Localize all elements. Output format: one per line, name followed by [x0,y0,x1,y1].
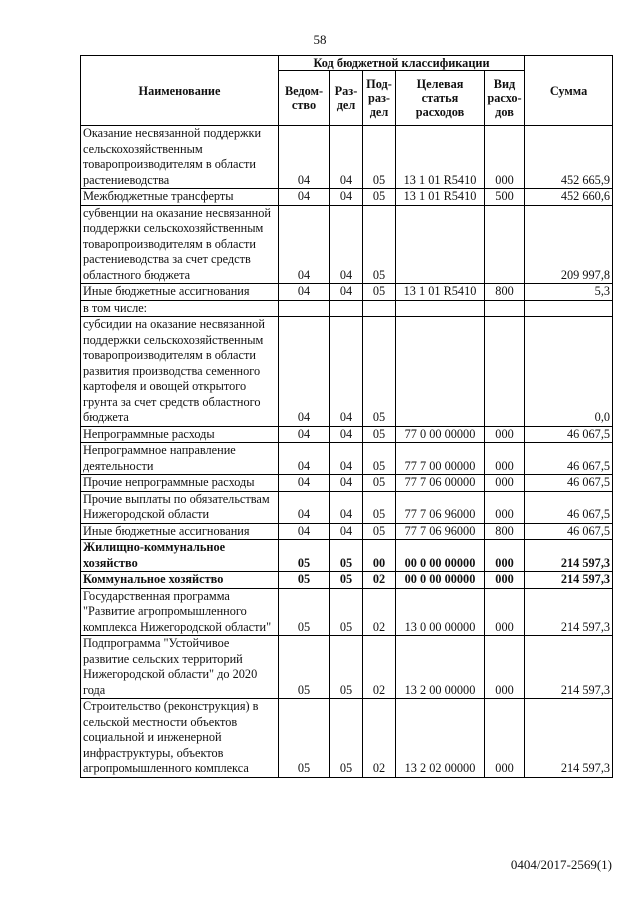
row-vr: 000 [485,426,525,443]
row-vedomstvo: 05 [279,588,330,636]
budget-table [80,55,613,778]
column-header-csr: Целевая статья расходов [396,71,485,126]
page-number: 58 [313,32,327,47]
row-vr [485,205,525,284]
row-vedomstvo: 04 [279,523,330,540]
row-podrazdel [363,300,396,317]
row-name: Коммунальное хозяйство [81,572,279,589]
row-podrazdel: 05 [363,205,396,284]
row-vr [485,300,525,317]
row-vr: 000 [485,636,525,699]
row-razdel: 04 [330,317,363,427]
row-sum: 452 660,6 [525,189,613,206]
table-row [81,588,613,636]
row-vedomstvo: 04 [279,205,330,284]
row-csr: 13 2 02 00000 [396,699,485,778]
column-header-sum: Сумма [525,56,613,126]
document-code: 0404/2017-2569(1) [510,857,612,872]
row-name: Межбюджетные трансферты [81,189,279,206]
row-vr: 800 [485,523,525,540]
row-sum: 214 597,3 [525,636,613,699]
row-name: Строительство (реконструкция) в сельской местности объектов социальной и инженерной инфраструктуры, объектов агропромышленного комплекса [81,699,279,778]
row-podrazdel: 05 [363,317,396,427]
row-razdel: 04 [330,443,363,475]
row-csr: 77 7 06 96000 [396,491,485,523]
row-razdel: 05 [330,699,363,778]
row-sum: 46 067,5 [525,475,613,492]
row-vr: 000 [485,475,525,492]
row-razdel: 05 [330,540,363,572]
row-vr: 000 [485,443,525,475]
row-csr [396,205,485,284]
row-sum: 5,3 [525,284,613,301]
row-vedomstvo: 04 [279,317,330,427]
row-name: Оказание несвязанной поддержки сельскохозяйственным товаропроизводителям в области растениеводства [81,126,279,189]
row-sum: 214 597,3 [525,699,613,778]
row-name: Жилищно-коммунальное хозяйство [81,540,279,572]
row-podrazdel: 05 [363,189,396,206]
column-header-razdel: Раз-дел [330,71,363,126]
row-razdel: 04 [330,189,363,206]
row-csr: 00 0 00 00000 [396,572,485,589]
table-row [81,491,613,523]
row-podrazdel: 02 [363,588,396,636]
row-razdel: 05 [330,588,363,636]
row-podrazdel: 05 [363,443,396,475]
row-vr: 000 [485,540,525,572]
row-vedomstvo: 05 [279,572,330,589]
row-podrazdel: 05 [363,284,396,301]
row-name: Иные бюджетные ассигнования [81,284,279,301]
row-sum: 214 597,3 [525,540,613,572]
row-vr: 000 [485,126,525,189]
table-row [81,540,613,572]
row-podrazdel: 05 [363,426,396,443]
row-vedomstvo: 04 [279,443,330,475]
row-csr: 77 7 06 96000 [396,523,485,540]
row-podrazdel: 05 [363,523,396,540]
row-name: Иные бюджетные ассигнования [81,523,279,540]
table-row [81,475,613,492]
row-csr: 13 1 01 R5410 [396,284,485,301]
row-vedomstvo [279,300,330,317]
row-sum: 46 067,5 [525,491,613,523]
row-razdel: 05 [330,572,363,589]
table-row [81,636,613,699]
row-vr: 800 [485,284,525,301]
row-vr: 500 [485,189,525,206]
row-name: Непрограммные расходы [81,426,279,443]
row-name: в том числе: [81,300,279,317]
row-name: Прочие непрограммные расходы [81,475,279,492]
row-sum: 214 597,3 [525,588,613,636]
row-sum: 46 067,5 [525,443,613,475]
column-header-podrazdel: Под-раз-дел [363,71,396,126]
row-razdel: 05 [330,636,363,699]
row-name: Государственная программа "Развитие агропромышленного комплекса Нижегородской области" [81,588,279,636]
row-sum [525,300,613,317]
row-podrazdel: 05 [363,126,396,189]
row-csr: 13 1 01 R5410 [396,126,485,189]
row-podrazdel: 05 [363,475,396,492]
row-vedomstvo: 04 [279,126,330,189]
row-sum: 209 997,8 [525,205,613,284]
row-csr: 77 0 00 00000 [396,426,485,443]
row-vr: 000 [485,699,525,778]
row-razdel: 04 [330,126,363,189]
table-row [81,300,613,317]
table-row [81,523,613,540]
row-csr: 77 7 00 00000 [396,443,485,475]
table-row [81,572,613,589]
table-row [81,189,613,206]
row-name: Прочие выплаты по обязательствам Нижегородской области [81,491,279,523]
row-vr [485,317,525,427]
row-podrazdel: 02 [363,636,396,699]
row-name: Непрограммное направление деятельности [81,443,279,475]
row-podrazdel: 00 [363,540,396,572]
row-razdel: 04 [330,205,363,284]
row-vedomstvo: 04 [279,475,330,492]
row-vedomstvo: 05 [279,699,330,778]
table-row [81,284,613,301]
row-podrazdel: 02 [363,699,396,778]
row-csr: 13 2 00 00000 [396,636,485,699]
row-sum: 214 597,3 [525,572,613,589]
row-csr: 00 0 00 00000 [396,540,485,572]
row-vedomstvo: 04 [279,189,330,206]
row-razdel: 04 [330,475,363,492]
row-razdel: 04 [330,426,363,443]
row-sum: 452 665,9 [525,126,613,189]
row-vr: 000 [485,491,525,523]
row-vedomstvo: 05 [279,540,330,572]
table-row [81,317,613,427]
row-podrazdel: 02 [363,572,396,589]
column-header-vr: Вид расхо-дов [485,71,525,126]
row-razdel: 04 [330,491,363,523]
row-vedomstvo: 04 [279,284,330,301]
row-vr: 000 [485,588,525,636]
row-sum: 0,0 [525,317,613,427]
row-csr [396,300,485,317]
row-vedomstvo: 04 [279,491,330,523]
table-row [81,699,613,778]
row-sum: 46 067,5 [525,523,613,540]
column-header-vedomstvo: Ведом-ство [279,71,330,126]
row-vr: 000 [485,572,525,589]
row-vedomstvo: 05 [279,636,330,699]
row-csr: 13 0 00 00000 [396,588,485,636]
column-group-header: Код бюджетной классификации [279,56,525,71]
table-row [81,443,613,475]
row-csr: 13 1 01 R5410 [396,189,485,206]
row-name: субвенции на оказание несвязанной поддержки сельскохозяйственным товаропроизводителям в области растениеводства за счет средств областного бюджета [81,205,279,284]
row-name: субсидии на оказание несвязанной поддержки сельскохозяйственным товаропроизводителям в области развития производства семенного картофеля и овощей открытого грунта за счет средств областного бюджета [81,317,279,427]
row-sum: 46 067,5 [525,426,613,443]
row-razdel: 04 [330,284,363,301]
table-row [81,205,613,284]
table-row [81,126,613,189]
column-header-name: Наименование [81,56,279,126]
row-name: Подпрограмма "Устойчивое развитие сельских территорий Нижегородской области" до 2020 года [81,636,279,699]
row-vedomstvo: 04 [279,426,330,443]
row-csr: 77 7 06 00000 [396,475,485,492]
row-podrazdel: 05 [363,491,396,523]
row-razdel [330,300,363,317]
table-row [81,426,613,443]
row-razdel: 04 [330,523,363,540]
row-csr [396,317,485,427]
